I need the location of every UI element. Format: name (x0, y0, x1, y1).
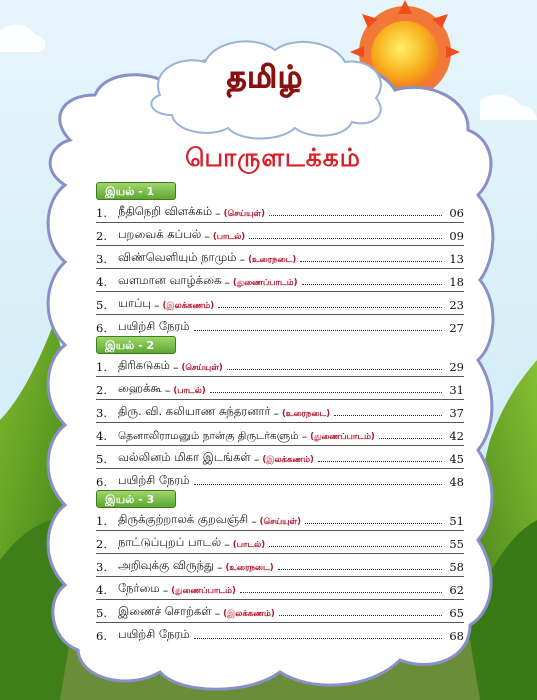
entry-dash: – (204, 230, 210, 243)
leader-dots (194, 330, 442, 331)
leader-dots (379, 438, 442, 439)
entry-page: 23 (449, 298, 464, 312)
entry-type: (துணைப்பாடம்) (310, 432, 375, 442)
entry-type: (இலக்கணம்) (162, 301, 215, 311)
entry-title: அறிவுக்கு விருந்து (118, 558, 214, 572)
section-label-1: இயல் - 1 (96, 182, 176, 200)
entry-type: (உரைநடை) (282, 409, 331, 419)
leader-dots (218, 307, 442, 308)
leader-dots (300, 261, 442, 262)
entry-number: 5. (96, 298, 107, 312)
entry-number: 2. (96, 383, 107, 397)
entry-dash: – (224, 276, 230, 289)
entry-type: (பாடல்) (173, 386, 206, 396)
entry-dash: – (253, 453, 260, 466)
entry-number: 4. (96, 275, 107, 289)
entry-dash: – (273, 407, 279, 420)
entry-page: 42 (449, 429, 464, 443)
toc-entry[interactable] (96, 556, 464, 574)
entry-number: 5. (96, 606, 107, 620)
entry-underline (96, 445, 464, 446)
entry-underline (96, 268, 464, 269)
leader-dots (210, 392, 442, 393)
entry-page: 65 (449, 606, 464, 620)
toc-entry[interactable] (96, 402, 464, 420)
entry-title: பயிற்சி நேரம் (118, 319, 190, 333)
entry-underline (96, 530, 464, 531)
entry-type: (பாடல்) (212, 232, 246, 242)
book-title: தமிழ் (226, 60, 304, 95)
entry-dash: – (164, 384, 171, 397)
leader-dots (334, 415, 442, 416)
leader-dots (305, 523, 442, 524)
entry-underline (96, 553, 464, 554)
toc-entry[interactable] (96, 294, 464, 312)
toc-entry[interactable] (96, 225, 464, 243)
toc-entry[interactable] (96, 317, 464, 335)
entry-page: 06 (449, 206, 464, 220)
entry-page: 68 (449, 629, 464, 643)
entry-underline (96, 245, 464, 246)
entry-title: திரு. வி. கலியாண சுந்தரனார் (118, 404, 271, 418)
entry-number: 5. (96, 452, 107, 466)
entry-type: (துணைப்பாடம்) (232, 278, 298, 288)
entry-type: (உரைநடை) (225, 563, 274, 573)
leader-dots (249, 238, 442, 239)
entry-title: விண்வெளியும் நாமும் (118, 250, 237, 264)
entry-underline (96, 622, 464, 623)
entry-page: 09 (449, 229, 464, 243)
entry-page: 58 (449, 560, 464, 574)
entry-title: இணைச் சொற்கள் (118, 604, 212, 618)
toc-entry[interactable] (96, 356, 464, 374)
toc-entry[interactable] (96, 271, 464, 289)
entry-title: திரிகடுகம் (118, 358, 170, 372)
entry-dash: – (301, 430, 308, 443)
entry-number: 3. (96, 252, 107, 266)
entry-dash: – (251, 515, 257, 528)
entry-title: ஹைக்கூ (118, 381, 162, 395)
toc-entry[interactable] (96, 425, 464, 443)
entry-type: (உரைநடை) (248, 255, 297, 265)
entry-title: வளமான வாழ்க்கை (118, 273, 222, 287)
entry-underline (96, 599, 464, 600)
leader-dots (302, 284, 442, 285)
entry-page: 45 (449, 452, 464, 466)
entry-dash: – (239, 253, 246, 266)
entry-dash: – (215, 207, 221, 220)
leader-dots (240, 592, 442, 593)
entry-number: 1. (96, 360, 107, 374)
entry-number: 3. (96, 560, 107, 574)
entry-title: யாப்பு (118, 296, 151, 310)
toc-entry[interactable] (96, 533, 464, 551)
entry-number: 2. (96, 537, 107, 551)
entry-title: திருக்குற்றாலக் குறவஞ்சி (118, 512, 249, 526)
entry-title: பயிற்சி நேரம் (118, 627, 190, 641)
entry-page: 37 (449, 406, 464, 420)
toc-entry[interactable] (96, 510, 464, 528)
toc-entry[interactable] (96, 625, 464, 643)
leader-dots (318, 461, 442, 462)
entry-title: வல்லினம் மிகா இடங்கள் (118, 450, 251, 464)
entry-number: 4. (96, 429, 107, 443)
entry-page: 31 (449, 383, 464, 397)
toc-entry[interactable] (96, 379, 464, 397)
entry-number: 6. (96, 629, 107, 643)
entry-dash: – (216, 561, 223, 574)
leader-dots (227, 369, 442, 370)
entry-underline (96, 222, 464, 223)
entry-title: பறவைக் கப்பல் (118, 227, 202, 241)
entry-number: 6. (96, 321, 107, 335)
entry-underline (96, 422, 464, 423)
entry-page: 51 (449, 514, 464, 528)
leader-dots (269, 215, 442, 216)
leader-dots (269, 546, 442, 547)
section-label-3: இயல் - 3 (96, 490, 176, 508)
leader-dots (279, 615, 442, 616)
entry-type: (செய்யுள்) (223, 209, 265, 219)
leader-dots (278, 569, 442, 570)
entry-number: 6. (96, 475, 107, 489)
entry-page: 18 (449, 275, 464, 289)
section-label-2: இயல் - 2 (96, 336, 176, 354)
entry-page: 48 (449, 475, 464, 489)
entry-underline (96, 576, 464, 577)
entry-title: நாட்டுப்புறப் பாடல் (118, 535, 222, 549)
entry-number: 4. (96, 583, 107, 597)
entry-title: நேர்மை (118, 581, 160, 595)
contents-heading: பொருளடக்கம் (185, 143, 361, 172)
entry-underline (96, 468, 464, 469)
entry-number: 3. (96, 406, 107, 420)
entry-underline (96, 376, 464, 377)
entry-page: 13 (449, 252, 464, 266)
entry-page: 55 (449, 537, 464, 551)
entry-page: 27 (449, 321, 464, 335)
entry-dash: – (162, 584, 169, 597)
entry-dash: – (153, 299, 160, 312)
toc-entry[interactable] (96, 579, 464, 597)
entry-underline (96, 399, 464, 400)
toc-entry[interactable] (96, 448, 464, 466)
entry-underline (96, 314, 464, 315)
entry-type: (செய்யுள்) (259, 517, 301, 527)
entry-dash: – (172, 361, 179, 374)
toc-entry[interactable] (96, 248, 464, 266)
entry-number: 1. (96, 206, 107, 220)
entry-title: பயிற்சி நேரம் (118, 473, 190, 487)
entry-page: 29 (449, 360, 464, 374)
leader-dots (194, 484, 442, 485)
entry-page: 62 (449, 583, 464, 597)
toc-entry[interactable] (96, 471, 464, 489)
entry-type: (இலக்கணம்) (223, 609, 275, 619)
entry-type: (துணைப்பாடம்) (171, 586, 236, 596)
toc-entry[interactable] (96, 202, 464, 220)
entry-type: (செய்யுள்) (181, 363, 223, 373)
entry-number: 2. (96, 229, 107, 243)
entry-title: நீதிநெறி விளக்கம் (118, 204, 213, 218)
toc-entry[interactable] (96, 602, 464, 620)
entry-title: தெனாலிராமனும் நான்கு திருடர்களும் (118, 430, 299, 442)
entry-underline (96, 291, 464, 292)
entry-dash: – (224, 538, 230, 551)
entry-type: (பாடல்) (232, 540, 266, 550)
entry-type: (இலக்கணம்) (262, 455, 314, 465)
leader-dots (194, 638, 442, 639)
entry-number: 1. (96, 514, 107, 528)
entry-dash: – (214, 607, 221, 620)
